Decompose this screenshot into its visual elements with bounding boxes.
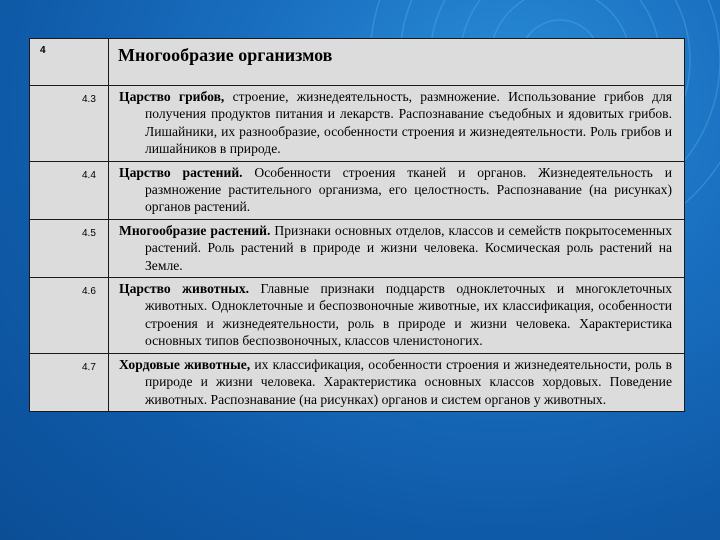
table-row bbox=[30, 219, 685, 277]
table-row bbox=[30, 278, 685, 354]
row-text bbox=[119, 88, 672, 158]
table-header-row bbox=[30, 39, 685, 86]
section-title: Многообразие организмов bbox=[118, 45, 333, 65]
table-row bbox=[30, 86, 685, 162]
row-lead: Царство растений. bbox=[119, 164, 243, 180]
section-number: 4 bbox=[40, 45, 46, 56]
row-number: 4.5 bbox=[82, 227, 96, 239]
row-lead: Царство грибов, bbox=[119, 89, 225, 104]
curriculum-table bbox=[29, 38, 685, 412]
row-number: 4.4 bbox=[82, 169, 96, 181]
row-body: Признаки основных отделов, классов и семейств покрытосеменных растений. Роль растений в природе и жизни человека. Космическая роль растений на Земле. bbox=[145, 222, 672, 273]
row-number-cell bbox=[30, 86, 109, 162]
row-number-cell bbox=[30, 278, 109, 354]
row-text-cell bbox=[109, 278, 685, 354]
row-body: Особенности строения тканей и органов. Жизнедеятельность и размножение растительного организма, его целостность. Распознавание (на рисунках) органов растений. bbox=[145, 164, 673, 215]
row-text bbox=[119, 222, 672, 274]
row-text-cell bbox=[109, 161, 685, 219]
table-row bbox=[30, 161, 685, 219]
row-lead: Многообразие растений. bbox=[119, 222, 271, 238]
row-text bbox=[119, 164, 672, 216]
section-number-cell bbox=[30, 39, 109, 86]
row-number-cell bbox=[30, 161, 109, 219]
table-row bbox=[30, 353, 685, 411]
row-lead: Хордовые животные, bbox=[119, 356, 251, 372]
section-title-cell bbox=[109, 39, 685, 86]
row-number: 4.6 bbox=[82, 286, 96, 298]
row-body: Главные признаки подцарств одноклеточных и многоклеточных животных. Одноклеточные и беспозвоночные животные, их классификация, особенности строения и жизнедеятельности, роль в природе и жизни человека. Характеристика основных типов беспозвоночных, классов членистоногих. bbox=[145, 281, 672, 349]
row-text-cell bbox=[109, 219, 685, 277]
row-number-cell bbox=[30, 353, 109, 411]
row-number-cell bbox=[30, 219, 109, 277]
row-number: 4.3 bbox=[82, 94, 96, 105]
row-text bbox=[119, 356, 672, 408]
row-lead: Царство животных. bbox=[119, 281, 250, 297]
row-number: 4.7 bbox=[82, 361, 96, 373]
row-body: их классификация, особенности строения и жизнедеятельности, роль в природе и жизни человека. Характеристика основных классов хордовых. Поведение животных. Распознавание (на рисунках) органов и систем органов у животных. bbox=[145, 356, 672, 407]
row-text-cell bbox=[109, 353, 685, 411]
row-text-cell bbox=[109, 86, 685, 162]
row-body: строение, жизнедеятельность, размножение. Использование грибов для получения продуктов питания и лекарств. Распознавание съедобных и ядовитых грибов. Лишайники, их разнообразие, особенности строения и жизнедеятельности. Роль грибов и лишайников в природе. bbox=[145, 89, 673, 157]
row-text bbox=[119, 280, 672, 350]
